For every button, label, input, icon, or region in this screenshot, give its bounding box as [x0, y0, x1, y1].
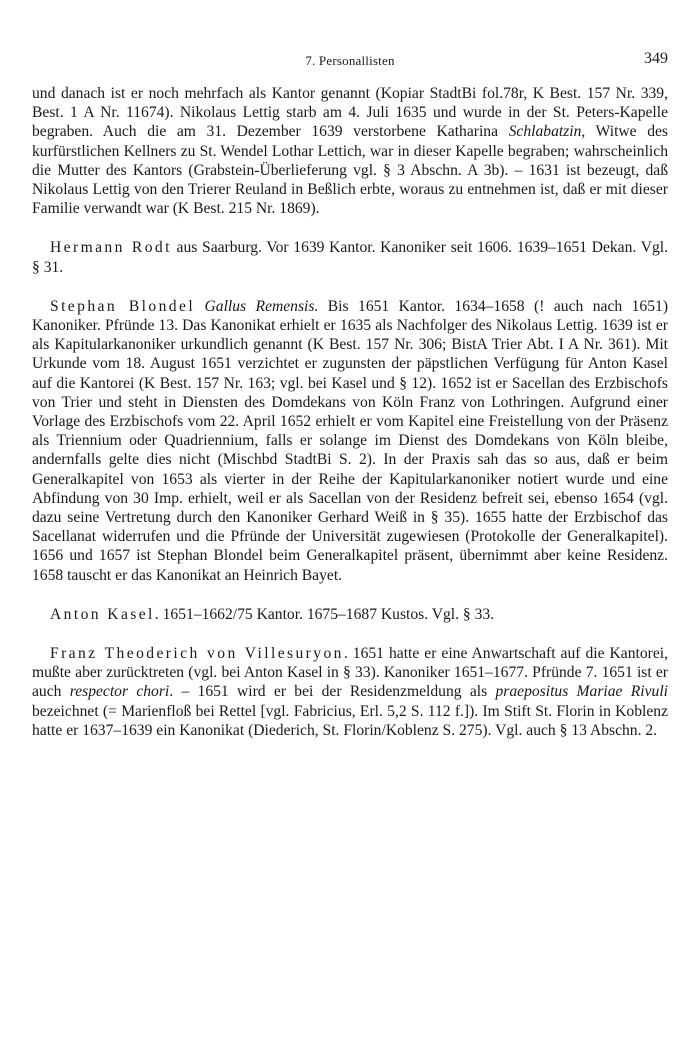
text-segment: und danach ist er noch mehrfach als Kantor genannt (Kopiar StadtBi fol.78r, K Best. 157 Nr. 339, Best. 1 A Nr. 11674). Nikolaus Lettig starb am 4. Juli 1635 und wurde in der St. Peters-Kapelle begraben. Auch die am 31. Dezember 1639 verstorbene Katharina [32, 85, 668, 141]
page-header [32, 50, 668, 72]
person-name: Franz Theoderich von Villesuryon [50, 645, 344, 663]
entry-text: Bis 1651 Kantor. 1634–1658 (! auch nach 1651) Kanoniker. Pfründe 13. Das Kanonikat erhielt er 1635 als Nachfolger des Nikolaus Lettig. 1639 ist er als Kapitularkanoniker urkundlich genannt (K Best. 157 Nr. 306; BistA Trier Abt. I A Nr. 361). Mit Urkunde vom 18. August 1651 verzichtet er zugunsten der päpstlichen Verfügung für Anton Kasel auf die Kantorei (K Best. 157 Nr. 163; vgl. bei Kasel und § 12). 1652 ist er Sacellan des Erzbischofs von Trier und steht in Diensten des Domdekans von Köln Franz von Lothringen. Aufgrund einer Vorlage des Erzbischofs vom 22. April 1652 erhielt er vom Kapitel eine Freistellung von der Präsenz als Triennium oder Quadriennium, falls er solange im Dienst des Domdekans von Köln bleibe, andernfalls gelte dies nicht (Mischbd StadtBi S. 2). In der Praxis sah das so aus, daß er beim Generalkapitel von 1653 als vierter in der Reihe der Kapitularkanoniker notiert wurde und eine Abfindung von 30 Imp. erhielt, weil er als Sacellan von der Residenz befreit sei, ebenso 1654 (vgl. dazu seine Vertretung durch den Kanoniker Gerhard Weiß in § 35). 1655 hatte der Erzbischof das Sacellanat widerrufen und die Pfründe der Universität zugewiesen (Protokolle der Generalkapitel). 1656 und 1657 ist Stephan Blondel beim Generalkapitel präsent, übernimmt aber keine Residenz. 1658 tauscht er das Kanonikat an Heinrich Bayet. [32, 297, 669, 584]
page-number: 349 [644, 50, 668, 67]
person-name: Anton Kasel [50, 605, 155, 623]
running-head: 7. Personallisten [305, 53, 395, 68]
entry-kasel [32, 605, 668, 624]
body-text [32, 84, 668, 740]
text-segment: bezeichnet (= Marienfloß bei Rettel [vgl. Fabricius, Erl. 5,2 S. 112 f.]). Im Stift St. Florin in Koblenz hatte er 1637–1639 ein Kanonikat (Diederich, St. Florin/Koblenz S. 275). Vgl. auch § 13 Abschn. 2. [32, 702, 668, 739]
text-segment: . 1651 hatte er eine Anwartschaft auf die Kantorei, mußte aber zurücktreten (vgl. bei Anton Kasel in § 33). Kanoniker 1651–1677. Pfründe 7. 1651 ist er auch [32, 645, 669, 701]
entry-text: . 1651–1662/75 Kantor. 1675–1687 Kustos. Vgl. § 33. [154, 605, 495, 623]
italic-name: Schlabatzin [508, 123, 582, 141]
entry-rodt [32, 238, 668, 276]
entry-blondel [32, 297, 668, 585]
text-segment: , Witwe des kurfürstlichen Kellners zu St. Wendel Lothar Lettich, war in dieser Kapelle begraben; wahrscheinlich die Mutter des Kantors (Grabstein-Überlieferung vgl. § 3 Abschn. A 3b). – 1631 ist bezeugt, daß Nikolaus Lettig von den Trierer Reuland in Beßlich erbte, woraus zu entnehmen ist, daß er mit dieser Familie verwandt war (K Best. 215 Nr. 1869). [32, 123, 668, 218]
entry-villesuryon [32, 644, 668, 740]
person-name: Stephan Blondel [50, 297, 196, 315]
italic-term: praepositus Mariae Rivuli [495, 683, 668, 701]
italic-term: respector chori [69, 683, 170, 701]
text-segment [195, 298, 204, 315]
italic-epithet: Gallus Remensis. [204, 297, 319, 315]
entry-text: aus Saarburg. Vor 1639 Kantor. Kanoniker seit 1606. 1639–1651 Dekan. Vgl. § 31. [32, 239, 668, 276]
person-name: Hermann Rodt [50, 239, 172, 257]
paragraph-lettig-continued [32, 84, 668, 218]
text-segment: . – 1651 wird er bei der Residenzmeldung als [169, 683, 496, 701]
